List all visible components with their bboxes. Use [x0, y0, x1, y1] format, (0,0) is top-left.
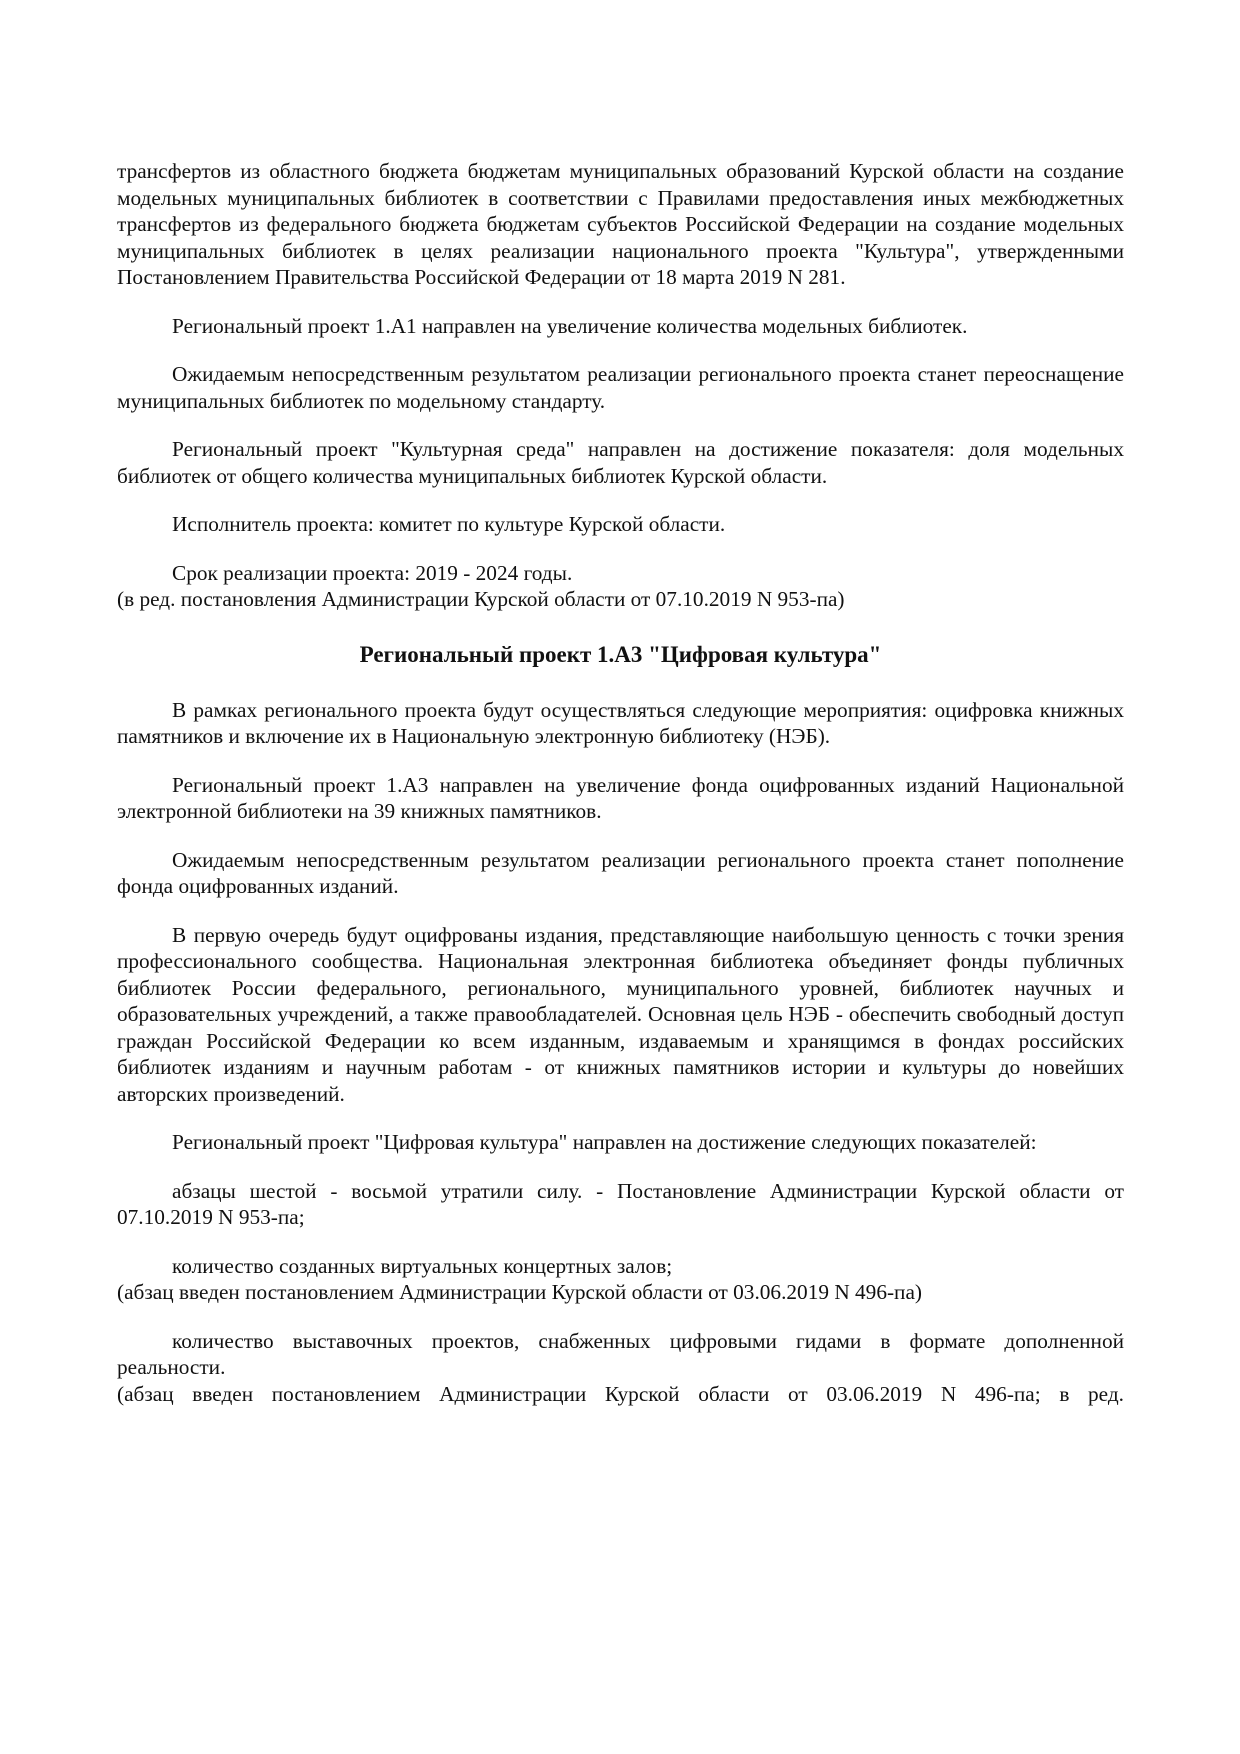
section-heading: Региональный проект 1.А3 "Цифровая культура" [359, 641, 882, 667]
paragraph-transfers: трансфертов из областного бюджета бюджетам муниципальных образований Курской области на создание модельных муниципальных библиотек в соответствии с Правилами предоставления иных межбюджетных трансфертов из федерального бюджета бюджетам субъектов Российской Федерации на создание модельных муниципальных библиотек в целях реализации национального проекта "Культура", утвержденными Постановлением Правительства Российской Федерации от 18 марта 2019 N 281. [117, 159, 1124, 289]
paragraph-indicators: Региональный проект "Цифровая культура" направлен на достижение следующих показателей: [172, 1130, 1037, 1154]
document-page [117, 158, 1124, 1429]
amendment-note: (абзац введен постановлением Администрации Курской области от 03.06.2019 N 496-па) [117, 1280, 922, 1304]
paragraph-repealed: абзацы шестой - восьмой утратили силу. - Постановление Администрации Курской области от 07.10.2019 N 953-па; [117, 1178, 1124, 1229]
paragraph-a3-goal: Региональный проект 1.А3 направлен на увеличение фонда оцифрованных изданий Национальной электронной библиотеки на 39 книжных памятников. [117, 772, 1124, 823]
paragraph-concert-halls: количество созданных виртуальных концертных залов; [172, 1253, 673, 1278]
paragraph-term: Срок реализации проекта: 2019 - 2024 годы. [172, 560, 573, 585]
paragraph-a1-goal: Региональный проект 1.А1 направлен на увеличение количества модельных библиотек. [172, 313, 968, 338]
amendment-note: (в ред. постановления Администрации Курской области от 07.10.2019 N 953-па) [117, 587, 845, 611]
paragraph-a1-result: Ожидаемым непосредственным результатом реализации регионального проекта станет переоснащение муниципальных библиотек по модельному стандарту. [117, 362, 1124, 413]
paragraph-activities: В рамках регионального проекта будут осуществляться следующие мероприятия: оцифровка книжных памятников и включение их в Национальную электронную библиотеку (НЭБ). [117, 697, 1124, 748]
paragraph-executor: Исполнитель проекта: комитет по культуре Курской области. [172, 512, 726, 536]
paragraph-cultural-env: Региональный проект "Культурная среда" направлен на достижение показателя: доля модельных библиотек от общего количества муниципальных библиотек Курской области. [117, 437, 1124, 488]
amendment-note: (абзац введен постановлением Администрации Курской области от 03.06.2019 N 496-па; в ред. [117, 1381, 1124, 1406]
paragraph-exhibitions: количество выставочных проектов, снабженных цифровыми гидами в формате дополненной реальности. [117, 1328, 1124, 1379]
paragraph-neb: В первую очередь будут оцифрованы издания, представляющие наибольшую ценность с точки зрения профессионального сообщества. Национальная электронная библиотека объединяет фонды публичных библиотек России федерального, регионального, муниципального уровней, библиотек научных и образовательных учреждений, а также правообладателей. Основная цель НЭБ - обеспечить свободный доступ граждан Российской Федерации ко всем изданным, издаваемым и хранящимся в фондах российских библиотек изданиям и научным работам - от книжных памятников истории и культуры до новейших авторских произведений. [117, 922, 1124, 1106]
paragraph-a3-result: Ожидаемым непосредственным результатом реализации регионального проекта станет пополнение фонда оцифрованных изданий. [117, 847, 1124, 898]
